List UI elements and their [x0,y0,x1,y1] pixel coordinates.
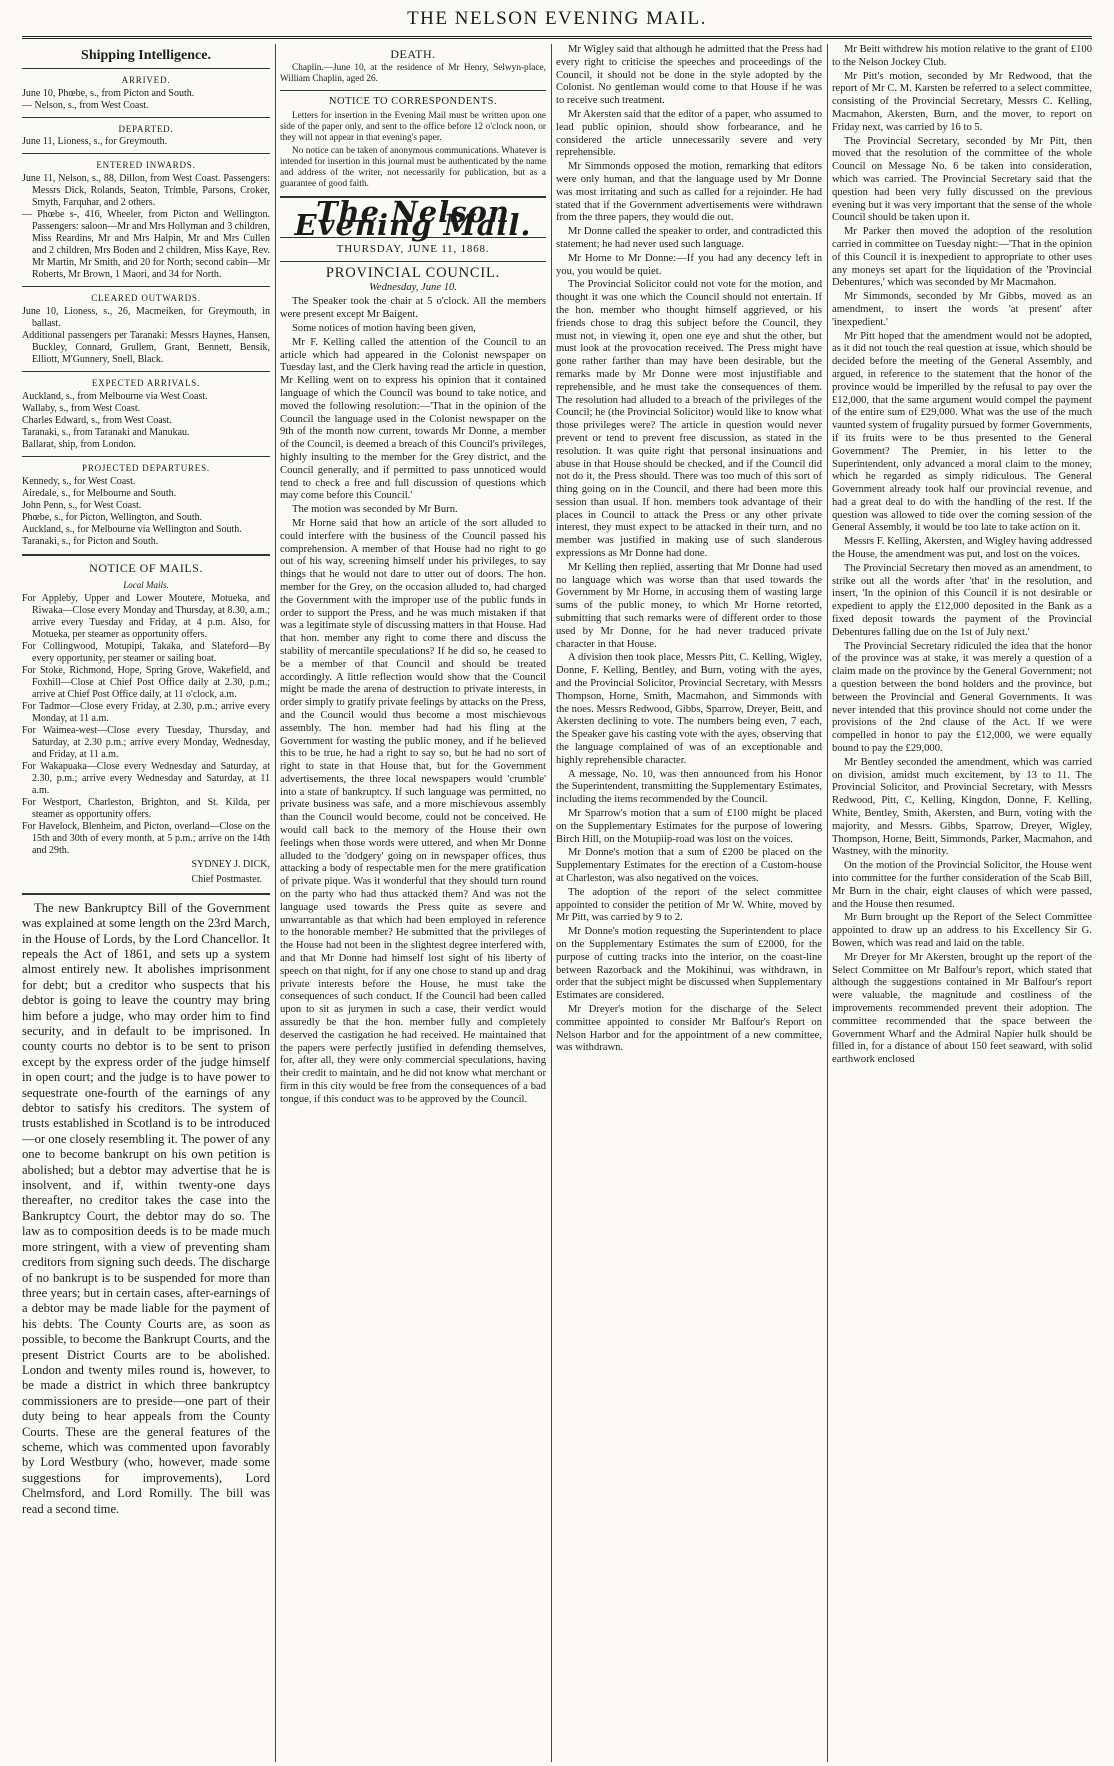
shipping-entry: Taranaki, s., for Picton and South. [22,535,159,547]
shipping-section-label: PROJECTED DEPARTURES. [82,462,210,473]
mail-entry: For Appleby, Upper and Lower Moutere, Motueka, and Riwaka—Close every Monday and Thursday, at 8.30, a.m.; arrive every Tuesday and Friday, at 4 p.m. Also, for Motueka, per steamer as opportunity offers. [22,593,270,641]
column-3 [556,44,822,1762]
mail-entry: For Tadmor—Close every Friday, at 2.30, p.m.; arrive every Monday, at 11 a.m. [22,701,270,725]
shipping-entry: June 11, Lioness, s., for Greymouth. [22,136,168,148]
council-paragraph: Mr Pitt hoped that the amendment would not be adopted, as it did not touch the real question at issue, which should be decided before the meeting of the General Assembly, and argued, in reference to the statement that the honor of the province would be imperilled by the refusal to pay over the £12,000, that the same argument would compel the payment of the entire sum of £29,000. What was the use of the much vaunted system of frugality pursued by former Governments, if its fruits were to be thus presented to the General Government? The Premier, in his letter to the Superintendent, only advanced a moral claim to the money, which he regarded as simply ridiculous. The General Government already took half our provincial revenue, and had a great deal to do with the handling of the rest. If the question was allowed to tide over the coming session of the General Assembly, it would be too late to take action on it. [832,330,1092,534]
council-paragraph: Mr Dreyer's motion for the discharge of the Select committee appointed to consider Mr Balfour's Report on Nelson Harbor and for the appointment of a new committee, was withdrawn. [556,1003,822,1054]
mail-entry: For Wakapuaka—Close every Wednesday and Saturday, at 2.30, p.m.; arrive every Wednesday and Saturday, at 11 a.m. [22,761,270,797]
council-paragraph: The Provincial Secretary ridiculed the idea that the honor of the province was at stake, it was merely a question of a claim made on the province by the General Government; not a question between the bond holders and the province, but between the Provincial and General Governments. It was never intended that this province should not come under the provisions of the 2nd clause of the Act. If we were compelled in honor to pay the £12,000, we were equally bound to pay the £29,000. [832,640,1092,755]
council-title: PROVINCIAL COUNCIL. [325,264,501,281]
divider [22,153,270,154]
correspondents-paragraph: No notice can be taken of anonymous communications. Whatever is intended for insertion in this journal must be authenticated by the name and address of the writer, not necessarily for publication, but as a guarantee of good faith. [280,145,546,190]
council-report-part-3 [832,44,1092,1067]
correspondents-title: NOTICE TO CORRESPONDENTS. [328,96,498,108]
masthead: THE NELSON EVENING MAIL. [407,8,707,29]
correspondents-notice [280,111,546,190]
postmaster-signature: SYDNEY J. DICK, [191,859,270,871]
council-paragraph: The Provincial Secretary then moved as an amendment, to strike out all the words after 'that' in the resolution, and insert, 'In the opinion of this Council it is not desirable or expedient to apply the £12,000 deposited in the Bank as a fixed deposit towards the payment of the Provincial Debentures falling due on the 1st of July next.' [832,562,1092,638]
council-paragraph: Mr Sparrow's motion that a sum of £100 might be placed on the Supplementary Estimates for the purpose of lowering Birch Hill, on the Motupiip-road was lost on the voices. [556,808,822,845]
shipping-entry: Additional passengers per Taranaki: Messrs Haynes, Hansen, Buckley, Connard, Grullem, Grant, Bennett, Bensik, Elliott, M'Gunnery, Snell, Black. [22,329,270,365]
shipping-entry: Phœbe, s., for Picton, Wellington, and South. [22,511,203,523]
mail-entry: For Havelock, Blenheim, and Picton, overland—Close on the 15th and 30th of every month, at 5 p.m.; arrive on the 14th and 29th. [22,821,270,857]
shipping-entry: — Phœbe s-, 416, Wheeler, from Picton and Wellington. Passengers: saloon—Mr and Mrs Hollyman and 3 children, Miss Reardins, Mr and Mrs Halpin, Mr and Mrs Cullen and 2 children, Mrs Boden and 2 children, Miss Kaye, Rev. Mr Martin, Mr Smith, and 20 for North; second cabin—Mr Roberts, Mr Brown, 1 Maori, and 34 for North. [22,209,270,281]
shipping-entry: June 10, Phœbe, s., from Picton and South. [22,87,195,99]
divider [22,68,270,69]
mail-entry: For Waimea-west—Close every Tuesday, Thursday, and Saturday, at 2.30 p.m.; arrive every Monday, Wednesday, and Friday, at 11 a.m. [22,725,270,761]
shipping-entry: Airedale, s., for Melbourne and South. [22,487,177,499]
divider [22,117,270,118]
shipping-entry: John Penn, s., for West Coast. [22,499,142,511]
shipping-title: Shipping Intelligence. [81,48,211,63]
council-paragraph: Some notices of motion having been given, [292,323,476,334]
newspaper-banner: The Nelson Evening Mail. [294,195,532,243]
divider [22,456,270,457]
council-paragraph: Messrs F. Kelling, Akersten, and Wigley having addressed the House, the amendment was put, and lost on the voices. [832,536,1092,561]
shipping-section-label: CLEARED OUTWARDS. [91,293,201,304]
council-report-part-1 [280,296,546,1106]
council-report-part-2 [556,44,822,1055]
divider [22,554,270,556]
mail-entry: For Westport, Charleston, Brighton, and St. Kilda, per steamer as opportunity offers. [22,797,270,821]
shipping-entry: Auckland, s., from Melbourne via West Coast. [22,390,208,402]
council-paragraph: Mr Donne's motion requesting the Superintendent to place on the Supplementary Estimates the sum of £2000, for the purpose of cutting tracks into the interior, on the coast-line between Razorback and the Mokihinui, was withdrawn, in order that the subject might be discussed when Supplementary Estimates are considered. [556,926,822,1002]
council-paragraph: The Speaker took the chair at 5 o'clock. All the members were present except Mr Baigent. [280,296,546,321]
council-paragraph: The adoption of the report of the select committee appointed to consider the petition of Mr W. White, moved by Mr Pitt, was carried by 9 to 2. [556,886,822,924]
council-paragraph: Mr Donne called the speaker to order, and contradicted this statement; he had never used such language. [556,226,822,250]
shipping-section-label: ENTERED INWARDS. [96,160,196,171]
mail-entry: For Collingwood, Motupipi, Takaka, and Slateford—By every opportunity, per steamer or sailing boat. [22,641,270,665]
council-paragraph: Mr Horne said that how an article of the sort alluded to could interfere with the business of the Council passed his comprehension. A member of that House had no right to go out of his way, screening himself under his privileges, to say things that he would not dare to utter out of doors. The hon. member for the Grey, on the occasion alluded to, had charged the Government with the improper use of the public funds in order to support the Press, and he was much mistaken if that was a legitimate style of discussing matters in that House. Had that hon. member any right to come there and discuss the stability of mercantile speculations? If he did so, he ceased to be a member of that Council and should be treated accordingly. A little reflection would show that the Council might be made the arena of destruction to private interests, in order simply to gratify private feelings by attacks on the Press, and the Council would thus become a most mischievous assembly. The hon. member had had his fling at the Government for wasting the public money, and if he believed this to be true, he had a right to say so, but he had no sort of right to state in that House that, but for the Government advertisements, the three local newspapers would 'crumble' into a state of bankruptcy. If such language was permitted, no private business was safe, and a more mischievous assembly than the Council would become, could not be conceived. He would call back to the memory of the House their own feelings when those words were uttered, and when Mr Donne alluded to the 'dodgery' going on in newspaper offices, thus attacking a body of respectable men for the mere gratification of private pique. Was it wonderful that they should turn round on the party who had thus attacked them? And was not the language used towards the Press quite as severe and unwarrantable as that which had been employed in reference to the honorable member? He submitted that the privileges of the House had not been in the slightest degree interfered with, and that Mr Donne had himself lost sight of his liberty of speech on that night, for if any one chose to stand up and drag private interests before the House, he must take the consequences of such conduct. If the Council had been called upon to sit as jurymen in such a case, their verdict would assuredly be that the hon. member fully and completely deserved the castigation he had received. He maintained that the papers were perfectly justified in defending themselves, for, after all, they were only commercial speculations, having their credit to maintain, and he did not know what merchant or firm in this city would be free from the consequences of a bad tongue, if this conduct was to be approved by the Council. [280,517,546,1105]
shipping-section-label: ARRIVED. [121,74,171,85]
shipping-entry: Kennedy, s., for West Coast. [22,475,136,487]
council-paragraph: The Provincial Solicitor could not vote for the motion, and thought it was one which the Council should not entertain. If the hon. member who thought himself aggrieved, or his friends chose to drag this subject before the Council, they must not, in viewing it, open one eye and shut the other, but must look at the provocation received. The Press might have gone rather farther than may have been desirable, but the remarks made by Mr Donne were most injustifiable and reprehensible, and he must take the consequences of them. The resolution had alluded to a breach of the privileges of the Council; he (the Provincial Solicitor) would like to know what those privileges were? The article in question would never prevent or tend to prevent free discussion, as stated in the resolution. It was quite right that personal insinuations and abuse in that House should be checked, and if the Council did not do it, the Press should. There was too much of this sort of thing going on in the Council, and there had been more this session than usual. If hon. members took advantage of their places in Council to attack the Press or any other private interest, they must expect to be attacked in their turn, and no member was justified in making use of such slanderous expressions as Mr Donne had done. [556,279,822,560]
council-paragraph: A message, No. 10, was then announced from his Honor the Superintendent, transmitting the Supplementary Estimates, including the items recommended by the Council. [556,768,822,806]
council-paragraph: Mr Simmonds, seconded by Mr Gibbs, moved as an amendment, to insert the words 'at present' after 'inexpedient.' [832,291,1092,328]
bankruptcy-text: The new Bankruptcy Bill of the Government was explained at some length on the 23rd March, in the House of Lords, by the Lord Chancellor. It repeals the Act of 1861, and sets up a system almost entirely new. It abolishes imprisonment for debt; but a creditor who suspects that his debtor is going to leave the country may bring him before a judge, who may order him to find security, and in default to be imprisoned. In county courts no debtor is to be sent to prison except by the express order of the judge himself in open court; and the judge is to have power to sequestrate one-fourth of the earnings of any debtor to satisfy his creditors. The system of trusts established in Scotland is to be introduced—or one closely resembling it. The power of any one to become bankrupt on his own petition is abolished; but a debtor may advertise that he is insolvent, and if, within twenty-one days thereafter, no creditor takes the case into the Bankruptcy Court, the debtor may do so. The law as to composition deeds is to be made much more stringent, with a view of preventing sham creditors from signing such deeds. The discharge of no bankrupt is to be suspended for more than three years; but in certain cases, after-earnings of a debtor may be made liable for the payment of his debts. The County Courts are, as soon as possible, to become the Bankrupt Courts, and the present District Courts are to be abolished. London and twenty miles round is, however, to be made a district in which three bankruptcy commissioners are to preside—one part of their duty being to hear appeals from the County Courts. These are the general features of the scheme, which was commented upon favorably by Lord Westbury (who, however, made some suggestions for improvements), Lord Chelmsford, and Lord Romilly. The bill was read a second time. [22,900,270,1516]
shipping-sections [22,74,270,548]
shipping-entry: June 11, Nelson, s., 88, Dillon, from West Coast. Passengers: Messrs Dick, Rolands, Seaton, Trimble, Parsons, Croker, Smyth, Farquhar, and 2 others. [22,173,270,209]
council-paragraph: Mr Beitt withdrew his motion relative to the grant of £100 to the Nelson Jockey Club. [832,44,1092,68]
shipping-entry: Wallaby, s., from West Coast. [22,402,141,414]
shipping-entry: Ballarat, ship, from London. [22,438,136,450]
masthead-rule [22,36,1092,39]
council-paragraph: Mr Burn brought up the Report of the Select Committee appointed to draw up an address to his Excellency Sir G. Bowen, which was read and laid on the table. [832,912,1092,949]
council-paragraph: The motion was seconded by Mr Burn. [292,504,458,516]
column-divider [551,44,552,1762]
shipping-section-label: EXPECTED ARRIVALS. [91,377,201,388]
column-1 [22,44,270,1762]
council-paragraph: A division then took place, Messrs Pitt, C. Kelling, Wigley, Donne, F. Kelling, Bentley, and Burn, voting with the ayes, and the Provincial Solicitor, Provincial Secretary, with Messrs Thompson, Horne, Smith, Macmahon, and Simmonds with the noes. Messrs Redwood, Gibbs, Sparrow, Dreyer, Beitt, and Akersten declining to vote. The numbers being even, 7 each, the Speaker gave his casting vote with the ayes, observing that the language complained of was of an exceptionable and highly reprehensible character. [556,652,822,766]
bankruptcy-article [22,901,270,1517]
correspondents-paragraph: Letters for insertion in the Evening Mail must be written upon one side of the paper only, and sent to the office before 12 o'clock noon, or they will not appear in that evening's paper. [280,111,546,144]
mails-title: NOTICE OF MAILS. [89,560,203,575]
council-paragraph: Mr Horne to Mr Donne:—If you had any decency left in you, you would be quiet. [556,252,822,277]
divider [280,90,546,91]
shipping-entry: Taranaki, s., from Taranaki and Manukau. [22,426,190,438]
divider [22,286,270,287]
divider [22,893,270,895]
shipping-entry: June 10, Lioness, s., 26, Macmeiken, for Greymouth, in ballast. [22,305,270,329]
death-title: DEATH. [390,47,436,61]
column-2 [280,44,546,1762]
column-divider [275,44,276,1762]
shipping-entry: — Nelson, s., from West Coast. [22,99,149,111]
council-paragraph: Mr Pitt's motion, seconded by Mr Redwood, that the report of Mr C. M. Karsten be referred to a select committee, consisting of the Provincial Secretary, Messrs C. Kelling, Macmahon, Akersten, Burn, and the mover, to report on Friday next, was carried by 16 to 5. [832,70,1092,133]
council-paragraph: Mr Parker then moved the adoption of the resolution carried in committee on Tuesday night:—'That in the opinion of this Council it is inexpedient to appropriate to other uses any moneys set apart for the liquidation of the 'Provincial Debentures,' which was seconded by Mr Macmahon. [832,226,1092,289]
mail-entries [22,593,270,857]
council-paragraph: Mr Dreyer for Mr Akersten, brought up the report of the Select Committee on Mr Balfour's report, which stated that although the suggestions contained in Mr Balfour's report were valuable, the magnitude and costliness of the improvements recommended prevent their adoption. The committee recommended that the space between the Government Wharf and the Admiral Napier hulk should be filled in, for a distance of about 150 feet seaward, with solid earthwork enclosed [832,951,1092,1066]
council-paragraph: On the motion of the Provincial Solicitor, the House went into committee for the further consideration of the Scab Bill, Mr Burn in the chair, eight clauses of which were passed, and the House then resumed. [832,860,1092,910]
council-date: Wednesday, June 10. [369,281,457,293]
council-paragraph: Mr Simmonds opposed the motion, remarking that editors were only human, and that the language used by Mr Donne was most irritating and such as called for a rejoinder. He had stated that if the Government advertisements were withdrawn from the three papers, they would die out. [556,161,822,224]
council-paragraph: Mr F. Kelling called the attention of the Council to an article which had appeared in the Colonist newspaper on Tuesday last, and the Clerk having read the article in question, Mr Kelling went on to express his opinion that it contained language of which the Council was bound to take notice, and moved the following resolution:—'That in the opinion of the Council the language used in the Colonist newspaper on the 9th of the month now current, towards Mr Donne, a member of the Council, is deemed a breach of this Council's privileges, highly insulting to the member for the Grey district, and the Council generally, and if permitted to pass unnoticed would tend to check a free and full discussion of questions which may come before this Council.' [280,336,546,502]
dateline: THURSDAY, JUNE 11, 1868. [336,243,490,256]
council-paragraph: Mr Donne's motion that a sum of £200 be placed on the Supplementary Estimates for the erection of a Custom-house at Charleston, was also negatived on the voices. [556,847,822,884]
death-notice: Chaplin.—June 10, at the residence of Mr Henry, Selwyn-place, William Chaplin, aged 26. [280,62,546,84]
postmaster-title: Chief Postmaster. [191,873,262,885]
column-divider [827,44,828,1762]
council-paragraph: Mr Bentley seconded the amendment, which was carried on division, amidst much excitement, by 13 to 11. The Provincial Solicitor, and Provincial Secretary, with Messrs Redwood, Pitt, C, Kelling, Kingdon, Donne, F. Kelling, White, Bentley, Smith, Akersten, and Burn, voting with the majority, and Messrs. Gibbs, Sparrow, Dreyer, Wigley, Thompson, Horne, Beitt, Simmonds, Parker, Macmahon, and Wastney, with the minority. [832,756,1092,858]
shipping-entry: Charles Edward, s., from West Coast. [22,414,172,426]
mail-entry: For Stoke, Richmond, Hope, Spring Grove, Wakefield, and Foxhill—Close at Chief Post Office daily at 2.30, p.m.; arrive at Chief Post Office daily, at 11 o'clock, a.m. [22,665,270,701]
divider [22,371,270,372]
council-paragraph: The Provincial Secretary, seconded by Mr Pitt, then moved that the resolution of the committee of the whole Council on Message No. 6 be taken into consideration, which was carried. The Provincial Secretary said that the question had been very fully discussed on the previous evening but it was very important that the sense of the whole Council should be taken upon it. [832,135,1092,224]
mails-subtitle: Local Mails. [123,580,169,591]
shipping-section-label: DEPARTED. [118,123,174,134]
shipping-entry: Auckland, s., for Melbourne via Wellington and South. [22,523,242,535]
council-paragraph: Mr Akersten said that the editor of a paper, who assumed to lead public opinion, should show forbearance, and he considered the article unnecessarily severe and very reprehensible. [556,108,822,159]
council-paragraph: Mr Wigley said that although he admitted that the Press had every right to criticise the speeches and proceedings of the Council, it should not be done in the style adopted by the Colonist. No gentleman would come to that House if he was to receive such treatment. [556,44,822,107]
council-paragraph: Mr Kelling then replied, asserting that Mr Donne had used no language which was worse than that used towards the Government by Mr Horne, in accusing them of wasting large sums of the public money, to which Mr Horne retorted, submitting that such remarks were of different order to those used by Mr Donne, for he had never traduced private character in that House. [556,561,822,650]
column-4 [832,44,1092,1762]
divider [280,261,546,262]
